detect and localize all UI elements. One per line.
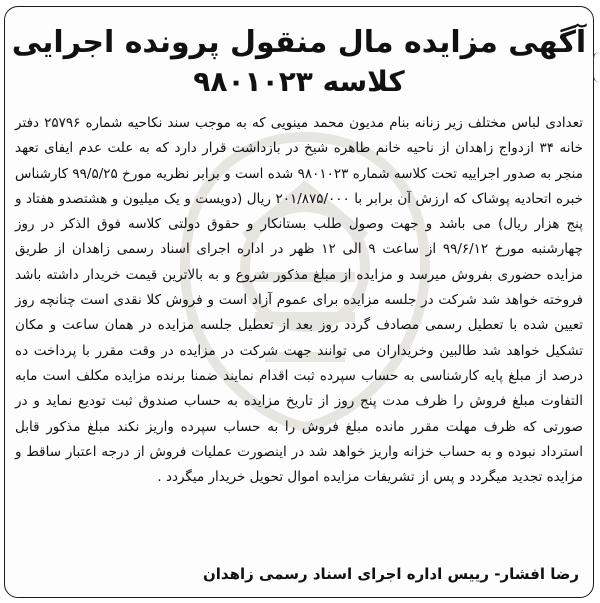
notice-body: تعدادی لباس مختلف زیر زنانه بنام مدیون محمد مینویی که به موجب سند نکاحیه شماره ۲۵۷۹۶ دفتر خانه ۳۴ ازدواج زاهدان از ناحیه خانم طاهره شیخ در بازداشت قرار دارد که به علت عدم ایفای تعهد منجر به صدور اجراییه تحت کلاسه شماره ۹۸۰۱۰۲۳ شده است و برابر نظریه مورخ ۹۹/۵/۲۵ کارشناس خبره اتحادیه پوشاک که ارزش آن برابر با ۲۰۱/۸۷۵/۰۰۰ ریال (دویست و یک میلیون و هشتصدو هفتاد و پنج هزار ریال) می باشد و جهت وصول طلب بستانکار و حقوق دولتی کلاسه فوق الذکر در روز چهارشنبه مورخ ۹۹/۶/۱۲ از ساعت ۹ الی ۱۲ ظهر در اداره اجرای اسناد رسمی زاهدان از طریق مزایده حضوری بفروش میرسد و مزایده از مبلغ مذکور شروع و به بالاترین قیمت خریدار داشته باشد فروخته خواهد شد شرکت در جلسه مزایده برای عموم آزاد است و فروش کلا نقدی است چنانچه روز تعیین شده با تعطیل رسمی مصادف گردد روز بعد از تعطیل جلسه مزایده در همان ساعت و مکان تشکیل خواهد شد طالبین وخریداران می توانند جهت شرکت در مزایده در وقت مقرر با پرداخت ده درصد از مبلغ پایه کارشناسی به حساب سپرده ثبت اقدام نمایند ضمنا برنده مزایده مکلف است مابه التفاوت مبلغ فروش را ظرف مدت پنج روز از تاریخ مزایده به حساب صندوق ثبت تودیع نماید و در صورتی که ظرف مهلت مقرر مانده مبلغ فروش را به حساب سپرده واریز نکند مبلغ مذکور قابل استرداد نبوده و به حساب خزانه واریز خواهد شد در اینصورت عملیات فروش از درجه اعتبار ساقط و مزایده تجدید میگردد و پس از تشریفات مزایده اموال تحویل خریدار میگردد .: [15, 115, 583, 486]
notice-title: آگهی مزایده مال منقول پرونده اجرایی: [11, 25, 587, 60]
page-edge-mark: [593, 52, 600, 82]
notice-frame: [4, 6, 594, 598]
signature: رضا افشار- رییس اداره اجرای اسناد رسمی زاهدان: [202, 565, 579, 583]
case-number-title: کلاسه ۹۸۰۱۰۲۳: [193, 65, 405, 98]
